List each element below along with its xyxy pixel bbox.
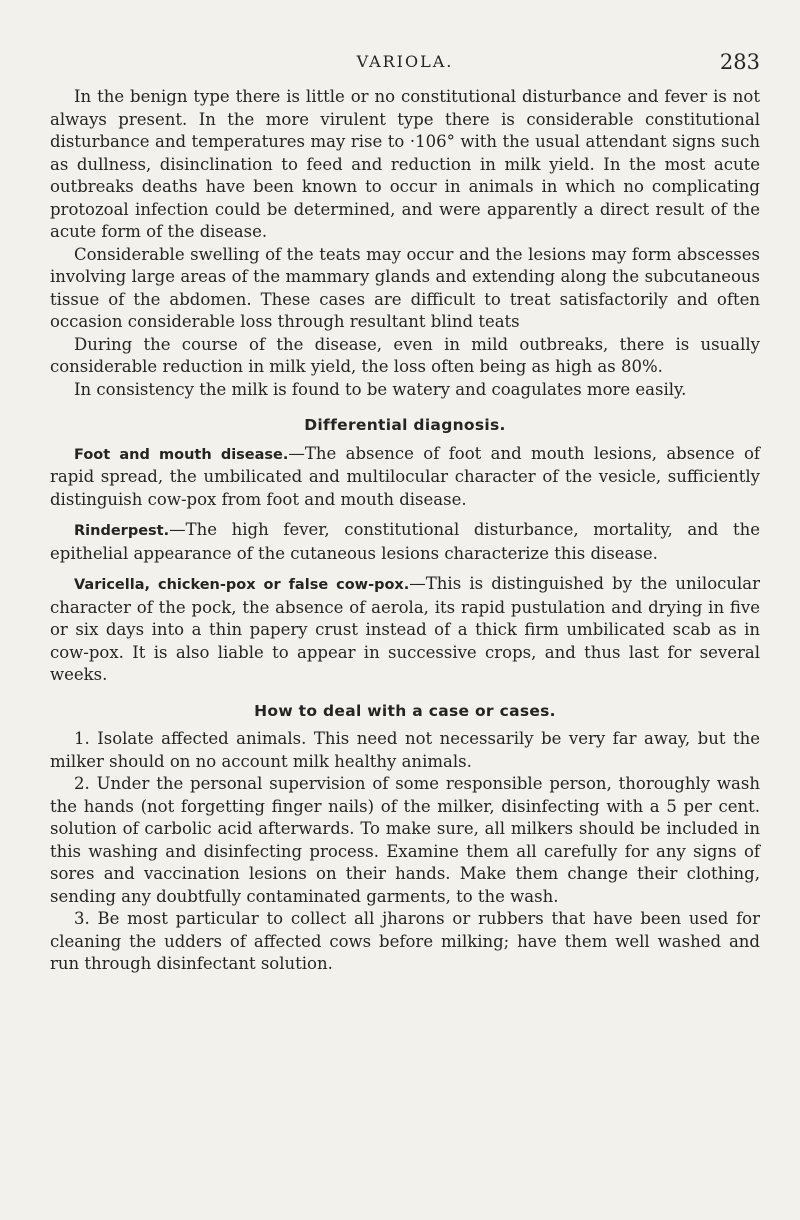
page-header [50,48,760,78]
paragraph: In consistency the milk is found to be watery and coagulates more easily. [74,379,687,399]
numbered-item: 3. Be most particular to collect all jharons or rubbers that have been used for cleaning the udders of affected cows before milking; have them well washed and run through disinfectant solution. [50,909,760,973]
page-body [50,86,760,976]
differential-text: —This is distinguished by the unilocular character of the pock, the absence of aerola, its rapid pustulation and drying in five or six days into a thin papery crust instead of a thick firm umbilicated scab as in cow-pox. It is also liable to appear in successive crops, and thus last for several weeks. [50,574,760,684]
differential-text: —The high fever, constitutional disturbance, mortality, and the epithelial appearance of the cutaneous lesions characterize this disease. [50,520,760,563]
section-heading-how-to-deal: How to deal with a case or cases. [254,701,556,720]
running-title: VARIOLA. [356,52,454,71]
section-heading-differential-diagnosis: Differential diagnosis. [304,416,506,434]
differential-text: —The absence of foot and mouth lesions, absence of rapid spread, the umbilicated and multilocular character of the vesicle, sufficiently distinguish cow-pox from foot and mouth disease. [50,443,760,509]
differential-term: Varicella, chicken-pox or false cow-pox. [74,577,410,593]
differential-item [50,443,760,512]
page-number: 283 [719,50,760,74]
differential-item [50,519,760,565]
differential-term: Foot and mouth disease. [74,446,289,463]
numbered-item: 1. Isolate affected animals. This need not necessarily be very far away, but the milker should on no account milk healthy animals. [50,729,760,771]
numbered-item: 2. Under the personal supervision of some responsible person, thoroughly wash the hands (not forgetting finger nails) of the milker, disinfecting with a 5 per cent. solution of carbolic acid afterwards. To make sure, all milkers should be included in this washing and disinfecting process. Examine them all carefully for any signs of sores and vaccination lesions on their hands. Make them change their clothing, sending any doubtfully contaminated garments, to the wash. [50,774,760,906]
differential-term: Rinderpest. [74,523,170,539]
paragraph: Considerable swelling of the teats may occur and the lesions may form abscesses involving large areas of the mammary glands and extending along the subcutaneous tissue of the abdomen. These cases are difficult to treat satisfactorily and often occasion considerable loss through resultant blind teats [50,244,760,331]
paragraph: In the benign type there is little or no constitutional disturbance and fever is not always present. In the more virulent type there is considerable constitutional disturbance and temperatures may rise to ·106° with the usual attendant signs such as dullness, disinclination to feed and reduction in milk yield. In the most acute outbreaks deaths have been known to occur in animals in which no complicating protozoal infection could be determined, and were apparently a direct result of the acute form of the disease. [50,87,760,241]
differential-item [50,573,760,687]
paragraph: During the course of the disease, even in mild outbreaks, there is usually considerable reduction in milk yield, the loss often being as high as 80%. [50,334,760,376]
